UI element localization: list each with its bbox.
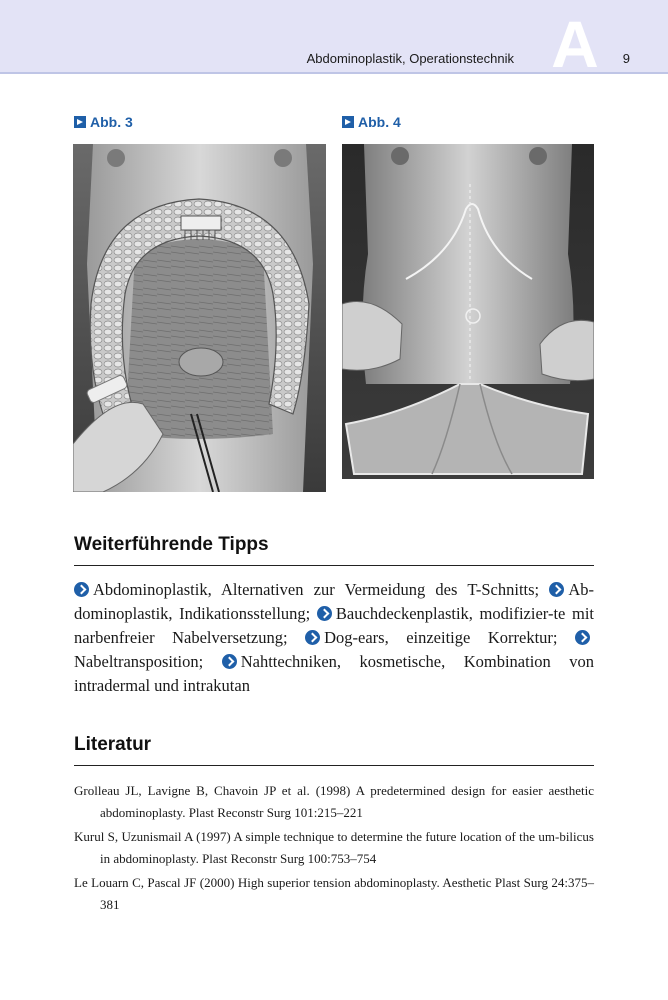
running-title: Abdominoplastik, Operationstechnik bbox=[306, 51, 514, 66]
tip-link[interactable]: Abdominoplastik, Alternativen zur Vermeidung des T-Schnitts; bbox=[93, 580, 540, 599]
cross-reference-arrow-icon bbox=[549, 582, 564, 597]
cross-reference-arrow-icon bbox=[305, 630, 320, 645]
tips-rule bbox=[74, 565, 594, 566]
cross-reference-arrow-icon bbox=[317, 606, 332, 621]
reference-list bbox=[74, 780, 594, 918]
figure-label-3: Abb. 3 bbox=[74, 113, 133, 131]
page-header bbox=[0, 0, 668, 74]
cross-reference-arrow-icon bbox=[74, 582, 89, 597]
cross-reference-arrow-icon bbox=[222, 654, 237, 669]
page-number: 9 bbox=[622, 51, 630, 66]
section-letter: A bbox=[551, 14, 599, 74]
tips-heading: Weiterführende Tipps bbox=[74, 534, 269, 555]
abdominoplasty-marking-illustration bbox=[342, 144, 594, 479]
figure-label-4: Abb. 4 bbox=[342, 113, 401, 131]
literature-heading: Literatur bbox=[74, 734, 152, 755]
tip-link[interactable]: Dog-ears, einzeitige Korrektur; bbox=[324, 628, 558, 647]
reference-item: Grolleau JL, Lavigne B, Chavoin JP et al. (1998) A predetermined design for easier aesthetic abdominoplasty. Plast Reconstr Surg 101:215–221 bbox=[74, 783, 594, 820]
tip-link[interactable]: Nabeltransposition; bbox=[74, 652, 204, 671]
abdominoplasty-flap-illustration bbox=[73, 144, 326, 492]
cross-reference-arrow-icon bbox=[575, 630, 590, 645]
literature-rule bbox=[74, 765, 594, 766]
tips-paragraph bbox=[74, 578, 594, 698]
figure-marker-icon bbox=[342, 116, 354, 128]
figure-marker-icon bbox=[74, 116, 86, 128]
tip-link[interactable]: Ab-dominoplastik, Indikationsstellung; bbox=[74, 580, 594, 623]
tip-link[interactable]: Nahttechniken, kosmetische, Kombination von intradermal und intrakutan bbox=[74, 652, 595, 695]
reference-item: Le Louarn C, Pascal JF (2000) High superior tension abdominoplasty. Aesthetic Plast Surg 24:375–381 bbox=[74, 875, 594, 912]
reference-item: Kurul S, Uzunismail A (1997) A simple technique to determine the future location of the um-bilicus in abdominoplasty. Plast Reconstr Surg 100:753–754 bbox=[74, 829, 594, 866]
figure-4-illustration bbox=[342, 144, 594, 479]
tip-link[interactable]: Bauchdeckenplastik, modifizier-te mit narbenfreier Nabelversetzung; bbox=[74, 604, 595, 647]
figure-3-illustration bbox=[73, 144, 326, 492]
